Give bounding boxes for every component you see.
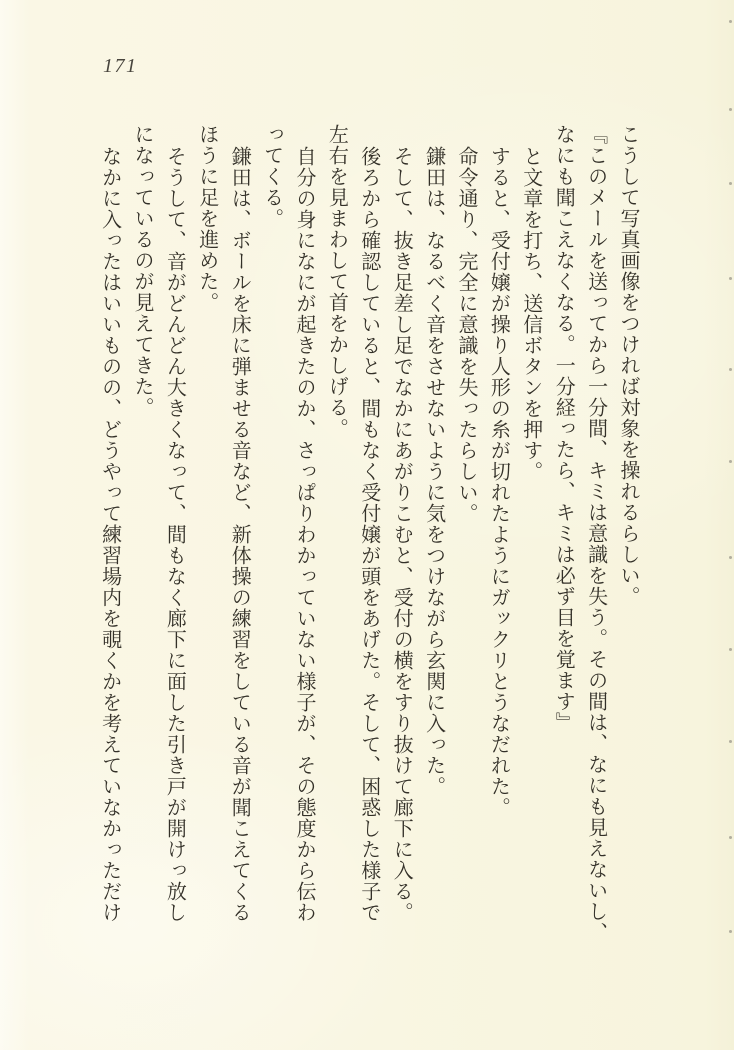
text-column: そうして、音がどんどん大きくなって、間もなく廊下に面した引き戸が開けっ放し — [163, 146, 186, 923]
scan-speck — [729, 740, 732, 743]
text-column: 左右を見まわして首をかしげる。 — [325, 124, 348, 439]
text-column: すると、受付嬢が操り人形の糸が切れたようにガックリとうなだれた。 — [487, 146, 510, 818]
text-column: 鎌田は、ボールを床に弾ませる音など、新体操の練習をしている音が聞こえてくる — [228, 146, 251, 923]
text-column: 後ろから確認していると、間もなく受付嬢が頭をあげた。そして、困惑した様子で — [357, 146, 380, 923]
page-number: 171 — [103, 55, 138, 77]
text-column: と文章を打ち、送信ボタンを押す。 — [519, 146, 542, 482]
scan-speck — [729, 277, 732, 280]
text-column: なかに入ったはいいものの、どうやって練習場内を覗くかを考えていなかっただけ — [98, 146, 121, 923]
scan-speck — [729, 460, 732, 463]
text-column: 自分の身になにが起きたのか、さっぱりわかっていない様子が、その態度から伝わ — [293, 146, 315, 923]
text-column: になっているのが見えてきた。 — [131, 124, 153, 418]
text-column: 『このメールを送ってから一分間、キミは意識を失う。その間は、なにも見えないし、 — [584, 124, 607, 943]
text-column: こうして写真画像をつければ対象を操れるらしい。 — [617, 124, 639, 607]
text-column: 鎌田は、なるべく音をさせないように気をつけながら玄関に入った。 — [422, 146, 445, 797]
scan-speck — [729, 108, 732, 111]
text-column: なにも聞こえなくなる。一分経ったら、キミは必ず目を覚ます』 — [552, 124, 575, 733]
scan-speck — [729, 368, 732, 371]
scan-speck — [729, 930, 732, 933]
scan-speck — [729, 20, 732, 23]
scan-speck — [729, 648, 732, 651]
scan-speck — [729, 182, 732, 185]
scan-speck — [729, 836, 732, 839]
text-column: 命令通り、完全に意識を失ったらしい。 — [455, 146, 477, 524]
scan-speck — [729, 556, 732, 559]
text-column: そして、抜き足差し足でなかにあがりこむと、受付の横をすり抜けて廊下に入る。 — [390, 146, 413, 923]
text-column: ってくる。 — [260, 124, 283, 229]
text-column: ほうに足を進めた。 — [195, 124, 218, 313]
